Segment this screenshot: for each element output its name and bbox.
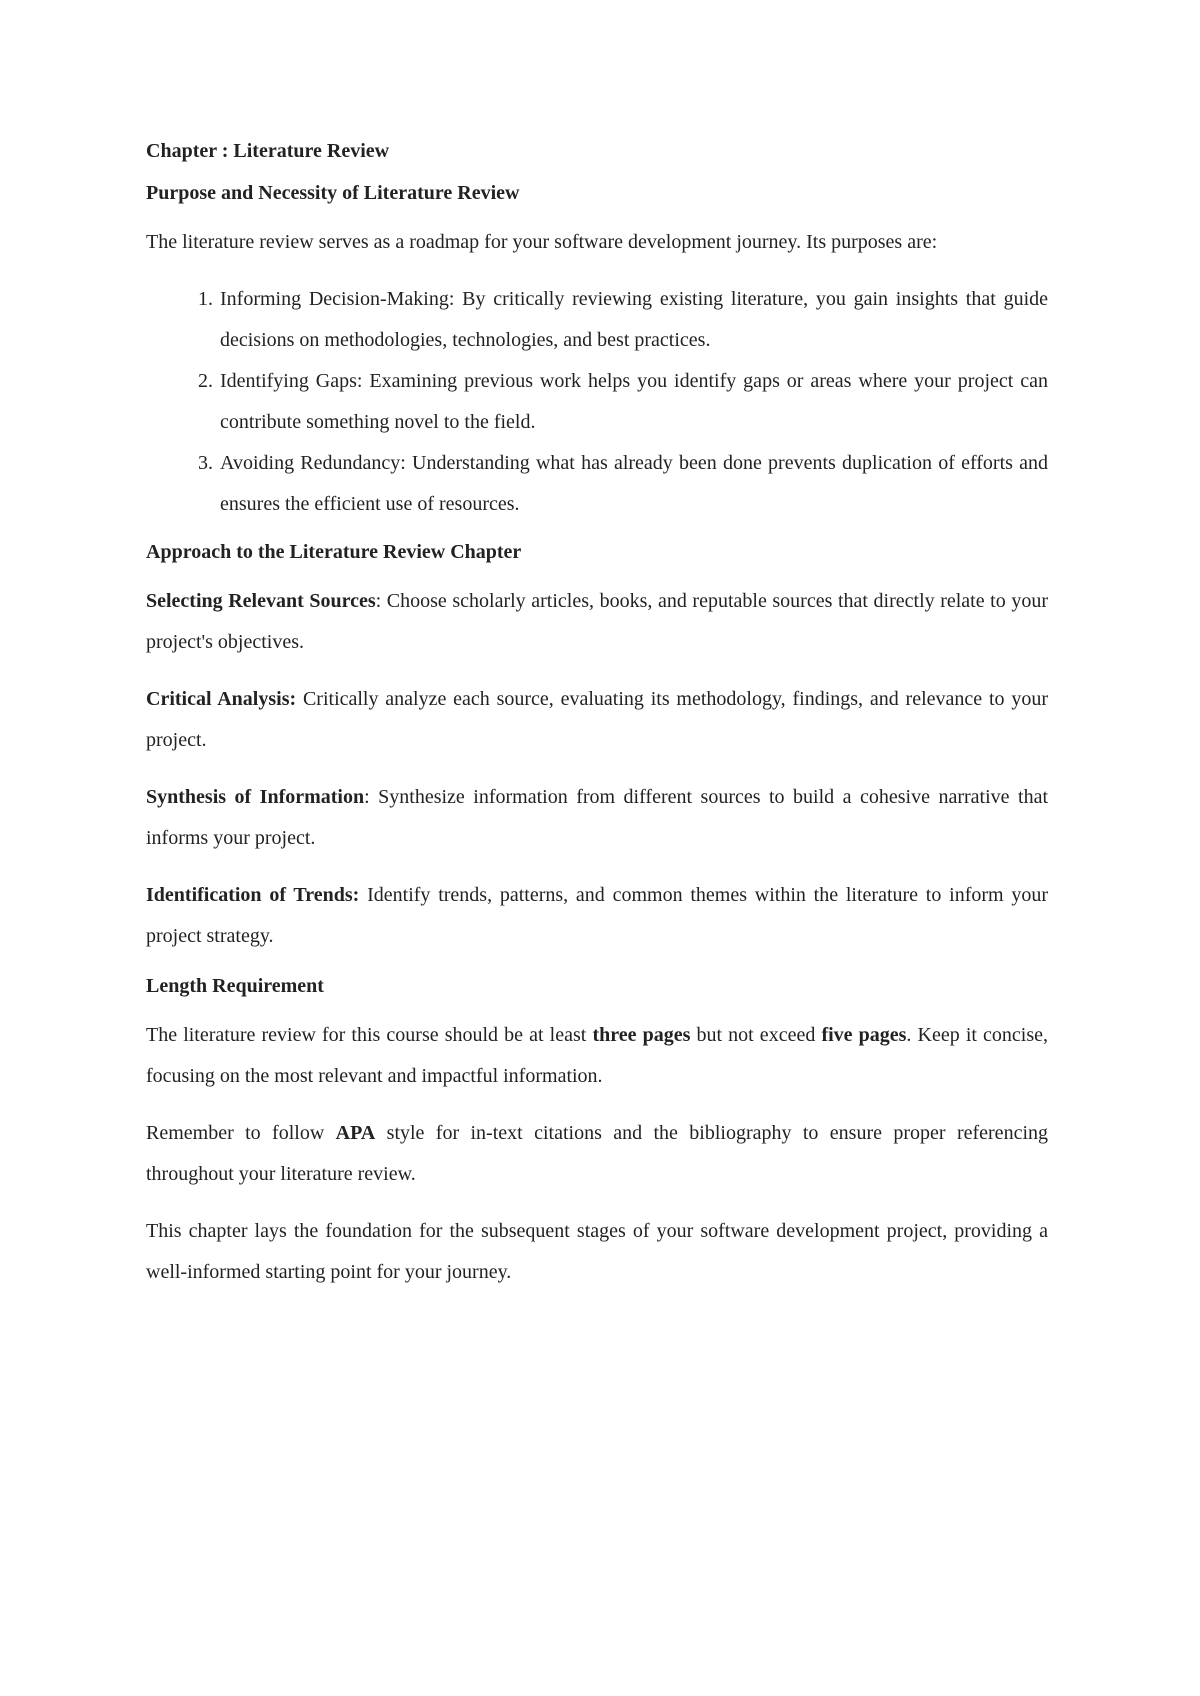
point-term: Identification of Trends: [146,884,360,906]
length-text: . Keep it concise, focusing on the most relevant and impactful information. [146,1024,1049,1087]
point-term: Synthesis of Information [146,786,365,808]
apa-text: style for in-text citations and the bibliography to ensure proper referencing throughout your literature review. [146,1122,1048,1185]
point-text: Critically analyze each source, evaluating its methodology, findings, and relevance to your project. [146,688,1048,751]
section-heading-length: Length Requirement [146,975,324,997]
section-heading-approach: Approach to the Literature Review Chapter [146,541,522,563]
point-text: : Synthesize information from different sources to build a cohesive narrative that informs your project. [146,786,1048,849]
approach-point [146,777,1048,859]
length-max: five pages [821,1024,907,1046]
apa-paragraph [146,1113,1048,1195]
length-paragraph [146,1015,1048,1097]
point-text: Identify trends, patterns, and common themes within the literature to inform your project strategy. [146,884,1049,947]
purpose-intro: The literature review serves as a roadmap for your software development journey. Its purposes are: [146,231,938,253]
approach-point [146,875,1048,957]
document-page [146,138,1048,1309]
list-item: 1. Informing Decision-Making: By critically reviewing existing literature, you gain insights that guide decisions on methodologies, technologies, and best practices. [218,279,1048,361]
section-heading-purpose: Purpose and Necessity of Literature Review [146,182,520,204]
apa-text: Remember to follow [146,1122,336,1144]
apa-term: APA [335,1122,376,1144]
approach-point [146,581,1048,663]
closing-paragraph: This chapter lays the foundation for the subsequent stages of your software development project, providing a well-informed starting point for your journey. [146,1220,1048,1283]
point-term: Selecting Relevant Sources [146,590,376,612]
purpose-list [146,279,1048,525]
point-text: : Choose scholarly articles, books, and reputable sources that directly relate to your project's objectives. [146,590,1048,653]
list-item: 3. Avoiding Redundancy: Understanding what has already been done prevents duplication of efforts and ensures the efficient use of resources. [218,443,1048,525]
list-item: 2. Identifying Gaps: Examining previous work helps you identify gaps or areas where your project can contribute something novel to the field. [218,361,1048,443]
length-min: three pages [592,1024,691,1046]
chapter-title: Chapter : Literature Review [146,140,390,162]
approach-point [146,679,1048,761]
length-text: The literature review for this course should be at least [146,1024,593,1046]
length-text: but not exceed [690,1024,822,1046]
point-term: Critical Analysis: [146,688,297,710]
